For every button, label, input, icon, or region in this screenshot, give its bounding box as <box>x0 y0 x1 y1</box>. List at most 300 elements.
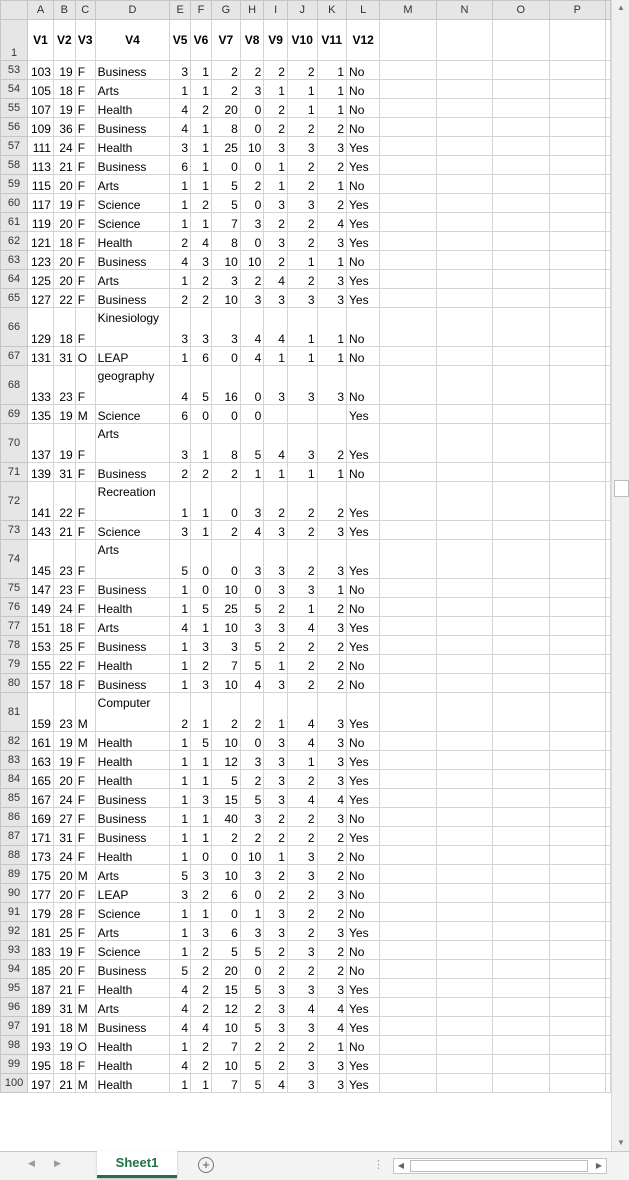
row-header[interactable]: 81 <box>1 693 28 732</box>
table-cell[interactable]: 0 <box>211 540 240 579</box>
empty-cell[interactable] <box>606 693 611 732</box>
empty-cell[interactable] <box>606 617 611 636</box>
empty-cell[interactable] <box>380 808 437 827</box>
table-cell[interactable]: 21 <box>53 979 75 998</box>
table-cell[interactable]: 3 <box>240 482 264 521</box>
table-cell[interactable]: No <box>347 1036 380 1055</box>
table-cell[interactable]: 4 <box>317 789 347 808</box>
empty-cell[interactable] <box>436 1017 492 1036</box>
table-cell[interactable]: 31 <box>53 463 75 482</box>
table-cell[interactable]: F <box>75 751 95 770</box>
table-cell[interactable]: No <box>347 80 380 99</box>
table-cell[interactable]: 2 <box>240 1036 264 1055</box>
row-header[interactable]: 96 <box>1 998 28 1017</box>
table-cell[interactable]: 20 <box>53 960 75 979</box>
table-cell[interactable]: 1 <box>170 175 191 194</box>
empty-cell[interactable] <box>436 636 492 655</box>
table-cell[interactable]: Business <box>95 960 170 979</box>
table-cell[interactable]: 0 <box>191 405 212 424</box>
table-cell[interactable]: 5 <box>240 789 264 808</box>
table-cell[interactable]: 2 <box>264 1055 288 1074</box>
table-cell[interactable]: 25 <box>53 922 75 941</box>
table-cell[interactable] <box>287 405 317 424</box>
table-cell[interactable]: 19 <box>53 732 75 751</box>
table-cell[interactable]: 1 <box>264 655 288 674</box>
column-header-l[interactable]: L <box>347 1 380 20</box>
table-cell[interactable]: 4 <box>287 732 317 751</box>
table-cell[interactable]: 1 <box>191 424 212 463</box>
empty-cell[interactable] <box>493 118 549 137</box>
table-cell[interactable]: 149 <box>28 598 54 617</box>
empty-cell[interactable] <box>380 884 437 903</box>
table-cell[interactable]: 119 <box>28 213 54 232</box>
table-cell[interactable]: 0 <box>240 118 264 137</box>
empty-cell[interactable] <box>380 693 437 732</box>
row-header[interactable]: 93 <box>1 941 28 960</box>
empty-cell[interactable] <box>549 1017 605 1036</box>
column-header-a[interactable]: A <box>28 1 54 20</box>
scroll-down-arrow-icon[interactable]: ▼ <box>617 1138 625 1147</box>
table-cell[interactable]: 165 <box>28 770 54 789</box>
header-cell[interactable]: V5 <box>170 20 191 61</box>
empty-cell[interactable] <box>493 213 549 232</box>
empty-cell[interactable] <box>606 347 611 366</box>
vertical-scrollbar[interactable] <box>611 0 629 1151</box>
empty-cell[interactable] <box>436 20 492 61</box>
row-header[interactable]: 79 <box>1 655 28 674</box>
table-cell[interactable]: 5 <box>191 598 212 617</box>
table-cell[interactable]: 27 <box>53 808 75 827</box>
empty-cell[interactable] <box>493 175 549 194</box>
table-cell[interactable]: 0 <box>240 732 264 751</box>
table-cell[interactable]: Arts <box>95 865 170 884</box>
empty-cell[interactable] <box>549 80 605 99</box>
table-cell[interactable]: 2 <box>191 884 212 903</box>
table-cell[interactable]: 3 <box>264 979 288 998</box>
sheet-tab-sheet1[interactable]: Sheet1 <box>97 1151 177 1178</box>
table-cell[interactable]: No <box>347 884 380 903</box>
empty-cell[interactable] <box>606 579 611 598</box>
table-cell[interactable]: Science <box>95 903 170 922</box>
empty-cell[interactable] <box>436 979 492 998</box>
empty-cell[interactable] <box>380 960 437 979</box>
table-cell[interactable]: 3 <box>240 540 264 579</box>
row-header[interactable]: 80 <box>1 674 28 693</box>
table-cell[interactable]: 1 <box>287 80 317 99</box>
table-cell[interactable]: 1 <box>170 482 191 521</box>
empty-cell[interactable] <box>549 424 605 463</box>
table-cell[interactable]: 3 <box>287 979 317 998</box>
table-cell[interactable]: F <box>75 118 95 137</box>
table-cell[interactable]: 4 <box>317 213 347 232</box>
table-cell[interactable]: 1 <box>191 521 212 540</box>
empty-cell[interactable] <box>380 137 437 156</box>
row-header[interactable]: 72 <box>1 482 28 521</box>
row-header[interactable]: 56 <box>1 118 28 137</box>
table-cell[interactable]: Health <box>95 751 170 770</box>
table-cell[interactable]: 3 <box>317 540 347 579</box>
empty-cell[interactable] <box>493 463 549 482</box>
table-cell[interactable]: 1 <box>170 808 191 827</box>
table-cell[interactable]: 2 <box>264 482 288 521</box>
table-cell[interactable]: 3 <box>240 289 264 308</box>
tab-splitter-handle[interactable]: ⋮ <box>373 1159 384 1171</box>
table-cell[interactable] <box>264 405 288 424</box>
column-header-c[interactable]: C <box>75 1 95 20</box>
table-cell[interactable]: 3 <box>317 366 347 405</box>
table-cell[interactable]: 131 <box>28 347 54 366</box>
empty-cell[interactable] <box>380 61 437 80</box>
table-cell[interactable]: No <box>347 175 380 194</box>
table-cell[interactable]: 20 <box>211 99 240 118</box>
table-cell[interactable]: 1 <box>170 1074 191 1093</box>
table-cell[interactable]: Business <box>95 808 170 827</box>
empty-cell[interactable] <box>380 789 437 808</box>
table-cell[interactable]: Yes <box>347 617 380 636</box>
table-cell[interactable]: 3 <box>211 636 240 655</box>
table-cell[interactable]: 21 <box>53 521 75 540</box>
table-cell[interactable]: 5 <box>240 941 264 960</box>
table-cell[interactable]: 2 <box>211 693 240 732</box>
table-cell[interactable]: 2 <box>287 636 317 655</box>
table-cell[interactable]: 12 <box>211 751 240 770</box>
table-cell[interactable]: 0 <box>240 194 264 213</box>
empty-cell[interactable] <box>493 903 549 922</box>
table-cell[interactable]: 20 <box>211 960 240 979</box>
empty-cell[interactable] <box>549 922 605 941</box>
empty-cell[interactable] <box>493 1036 549 1055</box>
empty-cell[interactable] <box>380 463 437 482</box>
empty-cell[interactable] <box>606 770 611 789</box>
table-cell[interactable]: 4 <box>170 1055 191 1074</box>
table-cell[interactable]: Science <box>95 405 170 424</box>
table-cell[interactable]: 2 <box>264 636 288 655</box>
table-cell[interactable]: No <box>347 960 380 979</box>
table-cell[interactable]: 2 <box>287 674 317 693</box>
table-cell[interactable]: 2 <box>191 463 212 482</box>
table-cell[interactable]: Arts <box>95 617 170 636</box>
empty-cell[interactable] <box>493 789 549 808</box>
table-cell[interactable]: 1 <box>191 903 212 922</box>
table-cell[interactable]: 2 <box>287 521 317 540</box>
table-cell[interactable]: Business <box>95 156 170 175</box>
table-cell[interactable]: 2 <box>264 118 288 137</box>
empty-cell[interactable] <box>549 270 605 289</box>
table-cell[interactable]: 113 <box>28 156 54 175</box>
table-cell[interactable]: No <box>347 865 380 884</box>
table-cell[interactable]: 40 <box>211 808 240 827</box>
table-cell[interactable]: F <box>75 617 95 636</box>
table-cell[interactable]: 167 <box>28 789 54 808</box>
table-cell[interactable]: 2 <box>191 941 212 960</box>
empty-cell[interactable] <box>606 979 611 998</box>
table-cell[interactable]: 7 <box>211 213 240 232</box>
table-cell[interactable]: 19 <box>53 424 75 463</box>
table-cell[interactable]: Yes <box>347 693 380 732</box>
empty-cell[interactable] <box>493 137 549 156</box>
empty-cell[interactable] <box>493 979 549 998</box>
table-cell[interactable]: F <box>75 903 95 922</box>
table-cell[interactable]: F <box>75 308 95 347</box>
table-cell[interactable]: 2 <box>317 865 347 884</box>
column-header-o[interactable]: O <box>493 1 549 20</box>
table-cell[interactable]: 3 <box>240 213 264 232</box>
table-cell[interactable]: 115 <box>28 175 54 194</box>
table-cell[interactable]: 1 <box>317 308 347 347</box>
empty-cell[interactable] <box>493 770 549 789</box>
empty-cell[interactable] <box>436 655 492 674</box>
table-cell[interactable]: 3 <box>317 270 347 289</box>
empty-cell[interactable] <box>380 232 437 251</box>
table-cell[interactable]: 3 <box>287 194 317 213</box>
empty-cell[interactable] <box>436 960 492 979</box>
empty-cell[interactable] <box>436 827 492 846</box>
table-cell[interactable]: 2 <box>191 194 212 213</box>
empty-cell[interactable] <box>436 598 492 617</box>
table-cell[interactable]: 2 <box>191 960 212 979</box>
table-cell[interactable]: 19 <box>53 61 75 80</box>
table-cell[interactable]: 187 <box>28 979 54 998</box>
empty-cell[interactable] <box>380 998 437 1017</box>
table-cell[interactable]: 2 <box>264 598 288 617</box>
table-cell[interactable]: 1 <box>170 347 191 366</box>
header-cell[interactable]: V12 <box>347 20 380 61</box>
empty-cell[interactable] <box>606 20 611 61</box>
table-cell[interactable]: F <box>75 922 95 941</box>
header-cell[interactable]: V4 <box>95 20 170 61</box>
table-cell[interactable]: Yes <box>347 789 380 808</box>
table-cell[interactable]: Business <box>95 827 170 846</box>
table-cell[interactable]: 3 <box>264 579 288 598</box>
empty-cell[interactable] <box>436 808 492 827</box>
table-cell[interactable]: 5 <box>191 366 212 405</box>
empty-cell[interactable] <box>436 482 492 521</box>
table-cell[interactable]: 1 <box>170 270 191 289</box>
row-header[interactable]: 66 <box>1 308 28 347</box>
table-cell[interactable]: F <box>75 463 95 482</box>
table-cell[interactable]: No <box>347 808 380 827</box>
table-cell[interactable]: 3 <box>287 366 317 405</box>
empty-cell[interactable] <box>549 827 605 846</box>
table-cell[interactable]: Business <box>95 1017 170 1036</box>
row-header[interactable]: 67 <box>1 347 28 366</box>
table-cell[interactable]: 2 <box>264 99 288 118</box>
table-cell[interactable]: Yes <box>347 424 380 463</box>
table-cell[interactable]: F <box>75 137 95 156</box>
empty-cell[interactable] <box>606 941 611 960</box>
table-cell[interactable]: 8 <box>211 118 240 137</box>
empty-cell[interactable] <box>606 61 611 80</box>
table-cell[interactable]: 3 <box>191 308 212 347</box>
table-cell[interactable]: 10 <box>240 137 264 156</box>
empty-cell[interactable] <box>549 366 605 405</box>
table-cell[interactable]: 6 <box>211 884 240 903</box>
table-cell[interactable]: 1 <box>170 213 191 232</box>
empty-cell[interactable] <box>493 846 549 865</box>
table-cell[interactable]: 4 <box>170 251 191 270</box>
empty-cell[interactable] <box>380 922 437 941</box>
table-cell[interactable]: 2 <box>240 693 264 732</box>
table-cell[interactable] <box>317 405 347 424</box>
empty-cell[interactable] <box>380 80 437 99</box>
row-header[interactable]: 60 <box>1 194 28 213</box>
row-header[interactable]: 75 <box>1 579 28 598</box>
table-cell[interactable]: 1 <box>264 463 288 482</box>
table-cell[interactable]: 5 <box>240 424 264 463</box>
table-cell[interactable]: 4 <box>170 118 191 137</box>
table-cell[interactable]: Health <box>95 232 170 251</box>
table-cell[interactable]: 1 <box>170 789 191 808</box>
table-cell[interactable]: Yes <box>347 156 380 175</box>
table-cell[interactable]: 1 <box>287 463 317 482</box>
table-cell[interactable]: 2 <box>191 289 212 308</box>
table-cell[interactable]: Yes <box>347 751 380 770</box>
table-cell[interactable]: 2 <box>287 232 317 251</box>
empty-cell[interactable] <box>493 20 549 61</box>
table-cell[interactable]: 2 <box>287 827 317 846</box>
table-cell[interactable]: 18 <box>53 1017 75 1036</box>
table-cell[interactable]: 1 <box>264 347 288 366</box>
empty-cell[interactable] <box>493 366 549 405</box>
empty-cell[interactable] <box>549 960 605 979</box>
table-cell[interactable]: 3 <box>287 289 317 308</box>
empty-cell[interactable] <box>549 884 605 903</box>
empty-cell[interactable] <box>380 827 437 846</box>
table-cell[interactable]: 1 <box>191 137 212 156</box>
empty-cell[interactable] <box>436 137 492 156</box>
empty-cell[interactable] <box>493 61 549 80</box>
table-cell[interactable]: 23 <box>53 579 75 598</box>
row-header[interactable]: 69 <box>1 405 28 424</box>
table-cell[interactable]: 15 <box>211 789 240 808</box>
empty-cell[interactable] <box>493 405 549 424</box>
table-cell[interactable]: 21 <box>53 156 75 175</box>
empty-cell[interactable] <box>549 808 605 827</box>
table-cell[interactable]: 20 <box>53 884 75 903</box>
empty-cell[interactable] <box>436 213 492 232</box>
table-cell[interactable]: 1 <box>287 251 317 270</box>
table-cell[interactable]: 159 <box>28 693 54 732</box>
table-cell[interactable]: 2 <box>211 463 240 482</box>
table-cell[interactable]: 4 <box>240 674 264 693</box>
empty-cell[interactable] <box>436 751 492 770</box>
table-cell[interactable]: Business <box>95 118 170 137</box>
table-cell[interactable]: F <box>75 232 95 251</box>
row-header[interactable]: 91 <box>1 903 28 922</box>
column-header-b[interactable]: B <box>53 1 75 20</box>
table-cell[interactable]: F <box>75 80 95 99</box>
table-cell[interactable]: 2 <box>264 884 288 903</box>
table-cell[interactable]: No <box>347 941 380 960</box>
empty-cell[interactable] <box>493 674 549 693</box>
empty-cell[interactable] <box>436 175 492 194</box>
table-cell[interactable]: Recreation <box>95 482 170 521</box>
table-cell[interactable]: Yes <box>347 194 380 213</box>
table-cell[interactable]: 163 <box>28 751 54 770</box>
table-cell[interactable]: Business <box>95 463 170 482</box>
empty-cell[interactable] <box>549 540 605 579</box>
empty-cell[interactable] <box>606 636 611 655</box>
empty-cell[interactable] <box>606 99 611 118</box>
table-cell[interactable]: 1 <box>170 827 191 846</box>
column-header-g[interactable]: G <box>211 1 240 20</box>
empty-cell[interactable] <box>606 137 611 156</box>
table-cell[interactable]: 0 <box>240 99 264 118</box>
table-cell[interactable]: 2 <box>191 270 212 289</box>
table-cell[interactable]: 2 <box>211 80 240 99</box>
table-cell[interactable]: 195 <box>28 1055 54 1074</box>
table-cell[interactable]: Health <box>95 846 170 865</box>
empty-cell[interactable] <box>436 770 492 789</box>
empty-cell[interactable] <box>380 405 437 424</box>
empty-cell[interactable] <box>380 175 437 194</box>
table-cell[interactable]: Business <box>95 61 170 80</box>
empty-cell[interactable] <box>493 80 549 99</box>
empty-cell[interactable] <box>380 308 437 347</box>
table-cell[interactable]: 4 <box>287 693 317 732</box>
header-cell[interactable]: V7 <box>211 20 240 61</box>
empty-cell[interactable] <box>380 366 437 405</box>
table-cell[interactable]: 2 <box>170 289 191 308</box>
empty-cell[interactable] <box>606 827 611 846</box>
row-header[interactable]: 97 <box>1 1017 28 1036</box>
row-header[interactable]: 74 <box>1 540 28 579</box>
empty-cell[interactable] <box>606 463 611 482</box>
table-cell[interactable]: 191 <box>28 1017 54 1036</box>
empty-cell[interactable] <box>493 808 549 827</box>
table-cell[interactable]: 3 <box>240 922 264 941</box>
table-cell[interactable]: 3 <box>317 1074 347 1093</box>
table-cell[interactable]: 141 <box>28 482 54 521</box>
table-cell[interactable]: 2 <box>287 903 317 922</box>
table-cell[interactable]: 2 <box>287 175 317 194</box>
empty-cell[interactable] <box>436 617 492 636</box>
table-cell[interactable]: F <box>75 366 95 405</box>
table-cell[interactable]: 22 <box>53 482 75 521</box>
table-cell[interactable]: 2 <box>264 827 288 846</box>
empty-cell[interactable] <box>606 482 611 521</box>
empty-cell[interactable] <box>380 941 437 960</box>
table-cell[interactable]: 3 <box>264 194 288 213</box>
table-cell[interactable]: 189 <box>28 998 54 1017</box>
table-cell[interactable]: 2 <box>211 827 240 846</box>
empty-cell[interactable] <box>436 922 492 941</box>
empty-cell[interactable] <box>436 366 492 405</box>
empty-cell[interactable] <box>436 521 492 540</box>
empty-cell[interactable] <box>493 308 549 347</box>
table-cell[interactable]: 2 <box>264 865 288 884</box>
table-cell[interactable]: 0 <box>211 156 240 175</box>
row-header[interactable]: 89 <box>1 865 28 884</box>
table-cell[interactable]: 5 <box>240 979 264 998</box>
table-cell[interactable]: 1 <box>317 61 347 80</box>
table-cell[interactable]: 18 <box>53 1055 75 1074</box>
empty-cell[interactable] <box>380 865 437 884</box>
table-cell[interactable]: F <box>75 960 95 979</box>
row-header[interactable]: 68 <box>1 366 28 405</box>
table-cell[interactable]: 10 <box>240 251 264 270</box>
table-cell[interactable]: 24 <box>53 598 75 617</box>
table-cell[interactable]: 161 <box>28 732 54 751</box>
table-cell[interactable]: 1 <box>191 156 212 175</box>
table-cell[interactable]: 2 <box>317 424 347 463</box>
table-cell[interactable]: Arts <box>95 998 170 1017</box>
empty-cell[interactable] <box>549 998 605 1017</box>
header-cell[interactable]: V3 <box>75 20 95 61</box>
empty-cell[interactable] <box>436 80 492 99</box>
row-header[interactable]: 62 <box>1 232 28 251</box>
empty-cell[interactable] <box>380 979 437 998</box>
